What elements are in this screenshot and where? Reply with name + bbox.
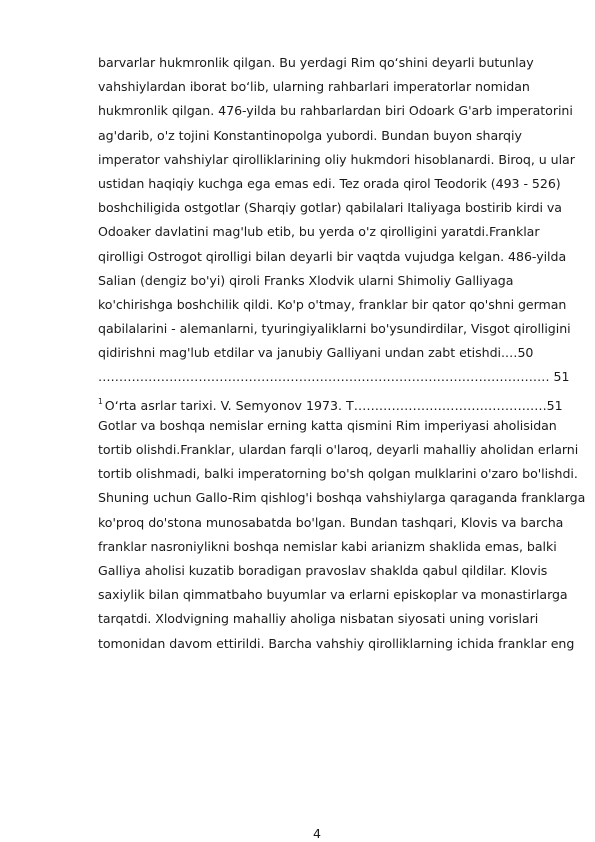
text-line: Shuning uchun Gallo-Rim qishlog'i boshqa vahshiylarga qaraganda franklarga bbox=[98, 490, 586, 506]
footnote-text: O‘rta asrlar tarixi. V. Semyonov 1973. T……………………………………….51 bbox=[104, 397, 563, 413]
text-line: barvarlar hukmronlik qilgan. Bu yerdagi Rim qo‘shini deyarli butunlay bbox=[98, 55, 534, 70]
page-number: 4 bbox=[313, 826, 322, 841]
text-line: qirolligi Ostrogot qirolligi bilan deyarli bir vaqtda vujudga kelgan. 486-yilda bbox=[98, 248, 567, 264]
text-line: tortib olishdi.Franklar, ulardan farqli o'laroq, deyarli mahalliy aholidan erlarni bbox=[98, 442, 579, 457]
text-line: tortib olishmadi, balki imperatorning bo'sh qolgan mulklarini o'zaro bo'lishdi. bbox=[98, 466, 578, 482]
text-line: ag'darib, o'z tojini Konstantinopolga yubordi. Bundan buyon sharqiy bbox=[98, 127, 522, 143]
text-line: qidirishni mag'lub etdilar va janubiy Galliyani undan zabt etishdi.…50 bbox=[98, 345, 534, 361]
text-line: ko'chirishga boshchilik qildi. Ko'p o'tmay, franklar bir qator qo'shni german bbox=[98, 296, 567, 312]
text-line: Odoaker davlatini mag'lub etib, bu yerda o'z qirolligini yaratdi.Franklar bbox=[98, 224, 540, 240]
toc-dots-line: ……………………………………………………………………………………………… 51 bbox=[98, 369, 570, 385]
text-line: ustidan haqiqiy kuchga ega emas edi. Tez orada qirol Teodorik (493 - 526) bbox=[98, 175, 561, 191]
text-line: tarqatdi. Xlodvigning mahalliy aholiga nisbatan siyosati uning vorislari bbox=[98, 611, 539, 627]
text-line: ko'proq do'stona munosabatda bo'lgan. Bundan tashqari, Klovis va barcha bbox=[98, 514, 564, 530]
footnote-marker: 1 bbox=[98, 396, 103, 406]
text-line: saxiylik bilan qimmatbaho buyumlar va erlarni episkoplar va monastirlarga bbox=[98, 587, 568, 603]
text-line: qabilalarini - alemanlarni, tyuringiyaliklarni bo'ysundirdilar, Visgot qirolligini bbox=[98, 321, 571, 337]
text-line: imperator vahshiylar qirolliklarining oliy hukmdori hisoblanardi. Biroq, u ular bbox=[98, 151, 575, 167]
text-line: boshchiligida ostgotlar (Sharqiy gotlar) qabilalari Italiyaga bostirib kirdi va bbox=[98, 200, 562, 216]
text-line: franklar nasroniylikni boshqa nemislar kabi arianizm shaklida emas, balki bbox=[98, 538, 557, 554]
text-line: hukmronlik qilgan. 476-yilda bu rahbarlardan biri Odoark G'arb imperatorini bbox=[98, 103, 573, 119]
footnote bbox=[98, 390, 595, 414]
text-line: tomonidan davom ettirildi. Barcha vahshiy qirolliklarning ichida franklar eng bbox=[98, 635, 575, 651]
text-line: vahshiylardan iborat bo‘lib, ularning rahbarlari imperatorlar nomidan bbox=[98, 79, 530, 95]
body-text bbox=[98, 51, 595, 656]
text-line: Gotlar va boshqa nemislar erning katta qismini Rim imperiyasi aholisidan bbox=[98, 417, 557, 433]
text-line: Galliya aholisi kuzatib boradigan pravoslav shaklda qabul qildilar. Klovis bbox=[98, 562, 548, 578]
text-line: Salian (dengiz bo'yi) qiroli Franks Xlodvik ularni Shimoliy Galliyaga bbox=[98, 272, 514, 288]
